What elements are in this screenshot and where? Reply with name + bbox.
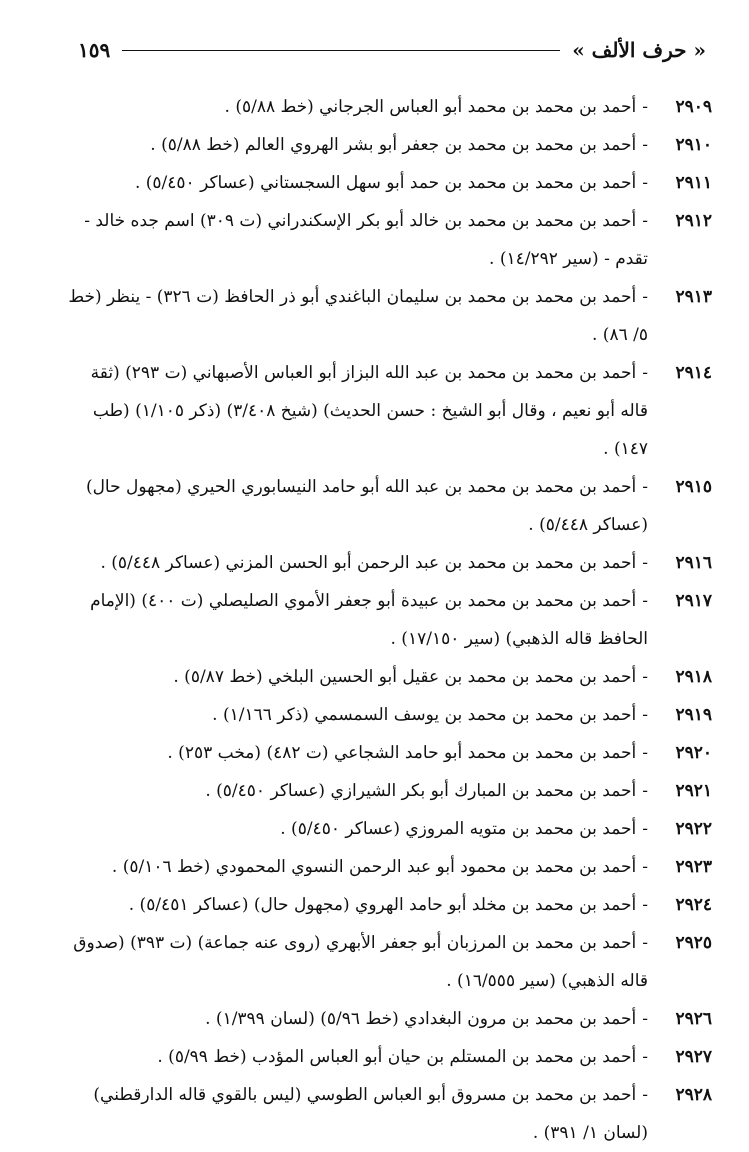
- entry-text: أحمد بن محمد بن المبارك أبو بكر الشيرازي (عساكر ٥/٤٥٠) .: [205, 781, 637, 801]
- list-item: [58, 88, 712, 126]
- entry-number: ٢٩٢٥: [675, 933, 712, 953]
- list-item: [58, 1076, 712, 1152]
- list-item: [58, 1000, 712, 1038]
- list-item: [58, 468, 712, 544]
- entry-dash: -: [642, 173, 648, 193]
- list-item: [58, 924, 712, 1000]
- running-title: « حرف الألف »: [572, 38, 706, 62]
- entry-text: أحمد بن محمد بن محمد بن عبيدة أبو جعفر الأموي الصليصلي (ت ٤٠٠) (الإمام الحافظ قاله الذهبي) (سير ١٧/١٥٠) .: [90, 591, 648, 649]
- entry-number: ٢٩٢٤: [675, 895, 712, 915]
- entry-list: [58, 88, 712, 1152]
- entry-number: ٢٩١٤: [675, 363, 712, 383]
- list-item: [58, 848, 712, 886]
- list-item: [58, 1038, 712, 1076]
- entry-text: أحمد بن محمد بن متويه المروزي (عساكر ٥/٤٥٠) .: [280, 819, 637, 839]
- page-number: ١٥٩: [78, 38, 111, 62]
- entry-dash: -: [642, 1009, 648, 1029]
- entry-dash: -: [642, 135, 648, 155]
- entry-dash: -: [642, 895, 648, 915]
- entry-number: ٢٩٢٧: [675, 1047, 712, 1067]
- entry-dash: -: [642, 363, 648, 383]
- entry-text: أحمد بن محمد بن محمد بن عقيل أبو الحسين البلخي (خط ٥/٨٧) .: [173, 667, 637, 687]
- entry-text: أحمد بن محمد بن محمد بن حمد أبو سهل السجستاني (عساكر ٥/٤٥٠) .: [134, 173, 637, 193]
- list-item: [58, 734, 712, 772]
- entry-dash: -: [642, 211, 648, 231]
- list-item: [58, 658, 712, 696]
- list-item: [58, 886, 712, 924]
- entry-text: أحمد بن محمد بن محمد بن يوسف السمسمي (ذكر ١/١٦٦) .: [212, 705, 637, 725]
- entry-dash: -: [642, 1047, 648, 1067]
- entry-number: ٢٩١٥: [675, 477, 712, 497]
- entry-number: ٢٩٢٣: [675, 857, 712, 877]
- entry-number: ٢٩٢٨: [675, 1085, 712, 1105]
- entry-number: ٢٩١٣: [675, 287, 712, 307]
- header-rule: [122, 50, 560, 51]
- list-item: [58, 582, 712, 658]
- entry-dash: -: [642, 667, 648, 687]
- list-item: [58, 544, 712, 582]
- entry-dash: -: [642, 705, 648, 725]
- entry-dash: -: [642, 1085, 648, 1105]
- entry-number: ٢٩٢٦: [675, 1009, 712, 1029]
- entry-dash: -: [642, 781, 648, 801]
- entry-text: أحمد بن محمد بن مخلد أبو حامد الهروي (مجهول حال) (عساكر ٥/٤٥١) .: [128, 895, 637, 915]
- entry-text: أحمد بن محمد بن محمد أبو العباس الجرجاني (خط ٥/٨٨) .: [224, 97, 637, 117]
- entry-text: أحمد بن محمد بن محمد بن جعفر أبو بشر الهروي العالم (خط ٥/٨٨) .: [150, 135, 637, 155]
- entry-number: ٢٩١٧: [675, 591, 712, 611]
- entry-text: أحمد بن محمد بن محمد بن عبد الله أبو حامد النيسابوري الحيري (مجهول حال) (عساكر ٥/٤٤٨) .: [85, 477, 648, 535]
- entry-dash: -: [642, 287, 648, 307]
- entry-text: أحمد بن محمد بن محمد بن سليمان الباغندي أبو ذر الحافظ (ت ٣٢٦) - ينظر (خط ٥/ ٨٦) .: [68, 287, 648, 345]
- entry-dash: -: [642, 477, 648, 497]
- entry-number: ٢٩١٠: [675, 135, 712, 155]
- entry-dash: -: [642, 97, 648, 117]
- entry-number: ٢٩٢٢: [675, 819, 712, 839]
- page-header: [78, 33, 706, 67]
- entry-number: ٢٩١٩: [675, 705, 712, 725]
- list-item: [58, 126, 712, 164]
- entry-text: أحمد بن محمد بن محمود أبو عبد الرحمن النسوي المحمودي (خط ٥/١٠٦) .: [111, 857, 637, 877]
- entry-text: أحمد بن محمد بن المرزبان أبو جعفر الأبهري (روى عنه جماعة) (ت ٣٩٣) (صدوق قاله الذهبي) (سير ١٦/٥٥٥) .: [73, 933, 648, 991]
- entry-dash: -: [642, 819, 648, 839]
- list-item: [58, 202, 712, 278]
- entry-number: ٢٩٠٩: [675, 97, 712, 117]
- entry-text: أحمد بن محمد بن محمد بن عبد الرحمن أبو الحسن المزني (عساكر ٥/٤٤٨) .: [100, 553, 637, 573]
- entry-dash: -: [642, 857, 648, 877]
- entry-number: ٢٩٢٠: [675, 743, 712, 763]
- entry-dash: -: [642, 553, 648, 573]
- entry-number: ٢٩١١: [675, 173, 712, 193]
- entry-text: أحمد بن محمد بن مرون البغدادي (خط ٥/٩٦) (لسان ١/٣٩٩) .: [205, 1009, 637, 1029]
- entry-text: أحمد بن محمد بن محمد بن عبد الله البزاز أبو العباس الأصبهاني (ت ٢٩٣) (ثقة قاله أبو نعيم ، وقال أبو الشيخ : حسن الحديث) (شيخ ٣/٤٠٨) (ذكر ١/١٠٥) (طب ١٤٧) .: [90, 363, 648, 459]
- entry-text: أحمد بن محمد بن محمد أبو حامد الشجاعي (ت ٤٨٢) (مخب ٢٥٣) .: [167, 743, 637, 763]
- list-item: [58, 810, 712, 848]
- entry-dash: -: [642, 743, 648, 763]
- entry-dash: -: [642, 591, 648, 611]
- list-item: [58, 278, 712, 354]
- entry-number: ٢٩٢١: [675, 781, 712, 801]
- list-item: [58, 354, 712, 468]
- entry-dash: -: [642, 933, 648, 953]
- entry-text: أحمد بن محمد بن محمد بن خالد أبو بكر الإسكندراني (ت ٣٠٩) اسم جده خالد - تقدم - (سير ١٤/٢٩٢) .: [84, 211, 648, 269]
- entry-number: ٢٩١٦: [675, 553, 712, 573]
- list-item: [58, 772, 712, 810]
- list-item: [58, 696, 712, 734]
- entry-number: ٢٩١٢: [675, 211, 712, 231]
- entry-text: أحمد بن محمد بن مسروق أبو العباس الطوسي (ليس بالقوي قاله الدارقطني) (لسان ١/ ٣٩١) .: [93, 1085, 648, 1143]
- list-item: [58, 164, 712, 202]
- entry-number: ٢٩١٨: [675, 667, 712, 687]
- entry-text: أحمد بن محمد بن المستلم بن حيان أبو العباس المؤدب (خط ٥/٩٩) .: [157, 1047, 637, 1067]
